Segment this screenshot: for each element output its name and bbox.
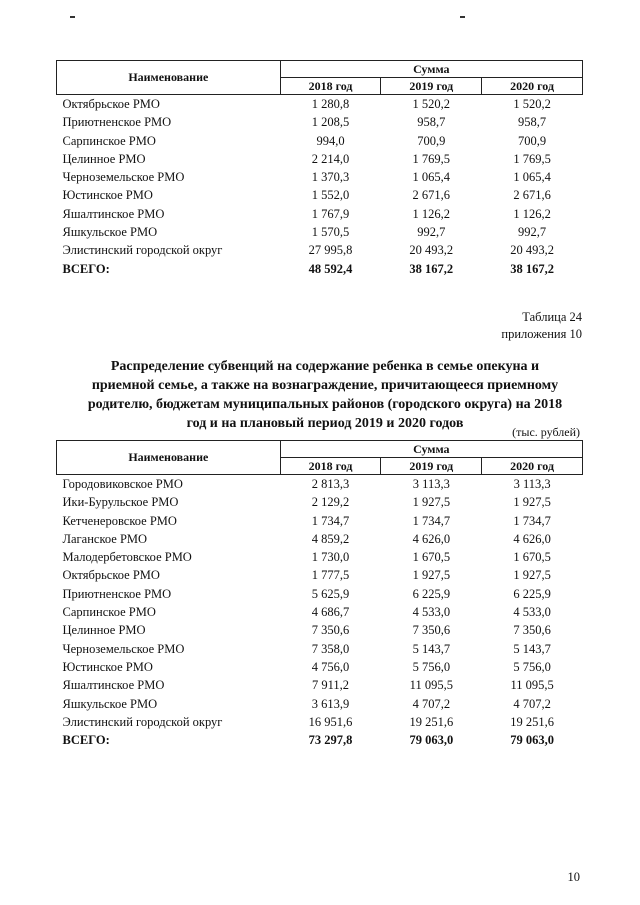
row-value: 5 143,7	[412, 641, 451, 656]
row-name: Яшалтинское РМО	[62, 678, 165, 693]
row-value: 1 370,3	[311, 170, 350, 185]
table-row	[57, 621, 583, 639]
table-row	[57, 512, 583, 530]
row-value: 1 777,5	[311, 568, 350, 583]
table-row	[57, 186, 583, 204]
scan-mark-right	[460, 16, 465, 18]
row-value: 1 927,5	[513, 568, 551, 583]
table-row	[57, 95, 583, 114]
row-value: 1 769,5	[513, 151, 551, 166]
row-value: 4 626,0	[513, 531, 551, 546]
row-value: 7 911,2	[312, 678, 350, 693]
table-1	[56, 60, 583, 278]
row-value: 1 927,5	[412, 495, 451, 510]
row-name: ВСЕГО:	[62, 261, 110, 276]
row-value: 1 769,5	[412, 151, 451, 166]
table-1-body	[57, 95, 583, 278]
row-value: 958,7	[417, 115, 446, 130]
row-value: 3 613,9	[311, 696, 350, 711]
row-value: 4 756,0	[311, 659, 350, 674]
row-value: 1 734,7	[513, 513, 551, 528]
table-row	[57, 676, 583, 694]
row-value: 1 552,0	[311, 188, 350, 203]
row-value: 1 126,2	[513, 206, 551, 221]
row-value: 19 251,6	[409, 714, 454, 729]
row-name: Целинное РМО	[62, 151, 146, 166]
row-value: 1 734,7	[311, 513, 350, 528]
page-number: 10	[567, 870, 580, 884]
row-name: Яшкульское РМО	[62, 225, 158, 240]
total-row	[57, 731, 583, 749]
row-value: 7 358,0	[311, 641, 350, 656]
unit-label: (тыс. рублей)	[512, 425, 580, 439]
table-2-year-header: 2019 год	[381, 458, 482, 475]
row-name: Черноземельское РМО	[62, 641, 185, 656]
row-value: 1 670,5	[412, 550, 451, 565]
row-value: 4 533,0	[412, 605, 451, 620]
table-1-year-header: 2019 год	[381, 78, 482, 95]
table-row	[57, 530, 583, 548]
row-value: 11 095,5	[510, 678, 554, 693]
row-value: 5 756,0	[412, 659, 451, 674]
row-value: 1 767,9	[311, 206, 350, 221]
table-row	[57, 113, 583, 131]
row-value: 73 297,8	[308, 733, 353, 748]
row-value: 994,0	[316, 133, 345, 148]
title-line: год и на плановый период 2019 и 2020 годов	[186, 416, 464, 431]
table-row	[57, 475, 583, 494]
row-name: Юстинское РМО	[62, 659, 153, 674]
row-value: 79 063,0	[409, 733, 454, 748]
row-value: 27 995,8	[308, 243, 353, 258]
row-value: 2 214,0	[311, 151, 350, 166]
row-name: Октябрьское РМО	[62, 97, 160, 111]
table-row	[57, 695, 583, 713]
row-value: 4 533,0	[513, 605, 551, 620]
row-name: Элистинский городской округ	[62, 714, 223, 729]
row-value: 5 756,0	[513, 659, 551, 674]
table-row	[57, 713, 583, 731]
table-2-body	[57, 475, 583, 750]
table-row	[57, 640, 583, 658]
table-row	[57, 658, 583, 676]
table-1-col-name-header: Наименование	[57, 61, 281, 95]
row-name: Малодербетовское РМО	[62, 550, 192, 565]
table-row	[57, 168, 583, 186]
row-value: 992,7	[518, 225, 547, 240]
row-value: 7 350,6	[311, 623, 350, 638]
table-row	[57, 241, 583, 259]
row-value: 19 251,6	[510, 714, 554, 729]
row-value: 4 707,2	[412, 696, 451, 711]
row-name: Элистинский городской округ	[62, 243, 223, 258]
table-caption-line2: приложения 10	[501, 327, 582, 341]
table-row	[57, 493, 583, 511]
row-value: 3 113,3	[513, 477, 551, 491]
row-name: Сарпинское РМО	[62, 133, 156, 148]
row-name: Целинное РМО	[62, 623, 146, 638]
row-value: 1 065,4	[412, 170, 451, 185]
row-value: 2 671,6	[412, 188, 451, 203]
scan-mark-left	[70, 16, 75, 18]
row-value: 79 063,0	[510, 733, 554, 748]
row-value: 6 225,9	[513, 586, 551, 601]
row-value: 4 707,2	[513, 696, 551, 711]
row-value: 1 570,5	[311, 225, 350, 240]
row-value: 1 208,5	[311, 115, 350, 130]
row-value: 7 350,6	[513, 623, 551, 638]
row-name: Октябрьское РМО	[62, 568, 160, 583]
row-value: 2 813,3	[311, 477, 350, 491]
row-value: 1 734,7	[412, 513, 451, 528]
row-value: 1 730,0	[311, 550, 350, 565]
row-value: 6 225,9	[412, 586, 451, 601]
row-value: 7 350,6	[412, 623, 451, 638]
table-1-col-sum-header: Сумма	[280, 61, 582, 78]
title-line: Распределение субвенций на содержание ребенка в семье опекуна и	[110, 359, 540, 374]
table-title	[60, 357, 590, 433]
row-value: 1 280,8	[311, 97, 350, 111]
row-name: Сарпинское РМО	[62, 605, 156, 620]
table-row	[57, 223, 583, 241]
row-value: 5 625,9	[311, 586, 350, 601]
title-line: родителю, бюджетам муниципальных районов (городского округа) на 2018	[87, 397, 563, 412]
row-value: 3 113,3	[412, 477, 450, 491]
table-2	[56, 440, 583, 749]
row-name: Приютненское РМО	[62, 586, 172, 601]
row-value: 2 671,6	[513, 188, 551, 203]
row-value: 4 626,0	[412, 531, 451, 546]
row-value: 1 927,5	[412, 568, 451, 583]
row-value: 1 670,5	[513, 550, 551, 565]
table-row	[57, 585, 583, 603]
row-name: Городовиковское РМО	[62, 477, 183, 491]
table-row	[57, 566, 583, 584]
table-row	[57, 603, 583, 621]
table-1-year-header: 2018 год	[280, 78, 381, 95]
table-row	[57, 132, 583, 150]
title-line: приемной семье, а также на вознаграждение, причитающееся приемному	[91, 378, 559, 393]
row-name: Кетченеровское РМО	[62, 513, 177, 528]
table-row	[57, 548, 583, 566]
row-value: 1 927,5	[513, 495, 551, 510]
row-value: 4 686,7	[311, 605, 350, 620]
row-value: 20 493,2	[510, 243, 554, 258]
row-name: Ики-Бурульское РМО	[62, 495, 179, 510]
row-value: 700,9	[518, 133, 547, 148]
row-value: 1 520,2	[412, 97, 451, 111]
row-value: 2 129,2	[311, 495, 350, 510]
row-value: 11 095,5	[409, 678, 453, 693]
row-value: 38 167,2	[409, 261, 454, 276]
table-1-year-header: 2020 год	[482, 78, 583, 95]
row-value: 38 167,2	[510, 261, 554, 276]
table-2-year-header: 2020 год	[482, 458, 583, 475]
row-name: ВСЕГО:	[62, 733, 110, 748]
row-name: Приютненское РМО	[62, 115, 172, 130]
table-row	[57, 205, 583, 223]
row-name: Яшкульское РМО	[62, 696, 158, 711]
row-name: Юстинское РМО	[62, 188, 153, 203]
row-value: 1 065,4	[513, 170, 551, 185]
table-caption-line1: Таблица 24	[522, 310, 582, 324]
row-value: 992,7	[417, 225, 446, 240]
row-value: 1 126,2	[412, 206, 451, 221]
table-row	[57, 150, 583, 168]
row-name: Лаганское РМО	[62, 531, 148, 546]
row-value: 16 951,6	[308, 714, 353, 729]
table-2-year-header: 2018 год	[280, 458, 381, 475]
row-value: 4 859,2	[311, 531, 350, 546]
table-2-col-name-header: Наименование	[57, 441, 281, 475]
row-name: Черноземельское РМО	[62, 170, 185, 185]
row-value: 958,7	[518, 115, 547, 130]
table-2-col-sum-header: Сумма	[280, 441, 582, 458]
row-value: 700,9	[417, 133, 446, 148]
total-row	[57, 260, 583, 278]
row-value: 5 143,7	[513, 641, 551, 656]
row-name: Яшалтинское РМО	[62, 206, 165, 221]
row-value: 20 493,2	[409, 243, 454, 258]
row-value: 1 520,2	[513, 97, 551, 111]
row-value: 48 592,4	[308, 261, 353, 276]
